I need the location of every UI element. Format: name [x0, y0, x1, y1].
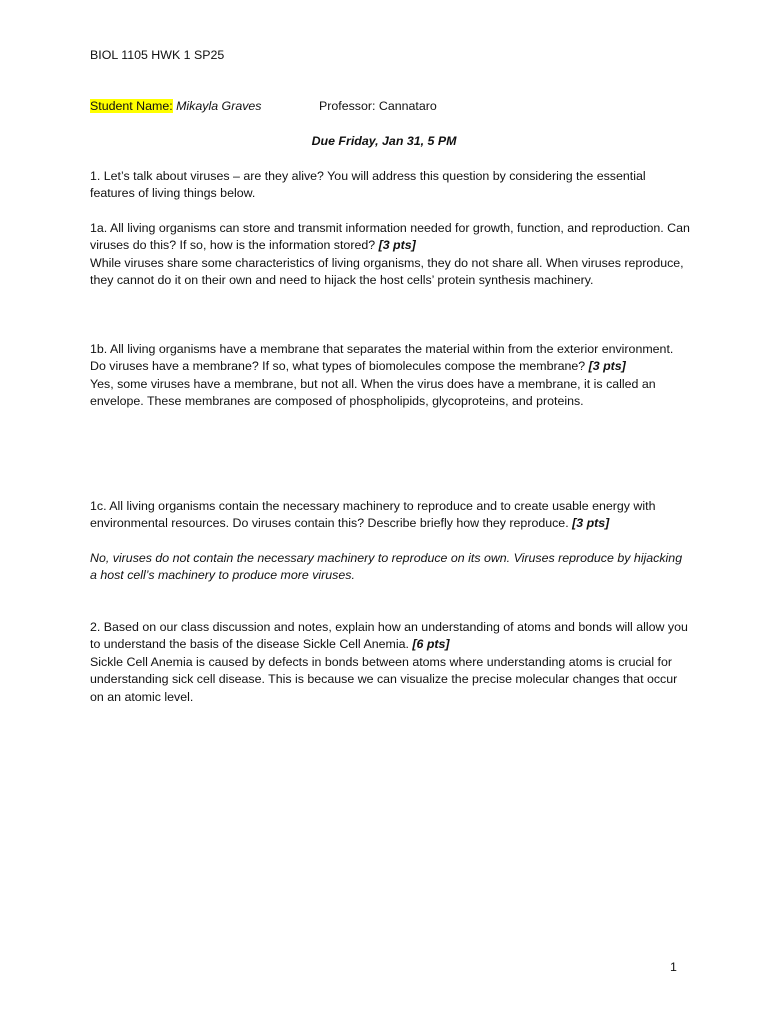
page-number: 1	[670, 960, 677, 974]
student-name-label: Student Name:	[90, 99, 173, 113]
question-1c	[90, 498, 690, 533]
question-1a	[90, 220, 690, 290]
question-1c-points: [3 pts]	[572, 516, 610, 531]
question-2-points: [6 pts]	[412, 637, 450, 652]
question-1c-answer-block	[90, 550, 690, 585]
question-1a-points: [3 pts]	[378, 238, 416, 253]
question-2-text: 2. Based on our class discussion and notes, explain how an understanding of atoms and bonds will allow you to understand the basis of the disease Sickle Cell Anemia.	[90, 620, 688, 652]
question-1a-prompt	[90, 220, 690, 255]
question-1b-text: 1b. All living organisms have a membrane that separates the material within from the exterior environment. Do viruses have a membrane? If so, what types of biomolecules compose the membrane?	[90, 342, 674, 374]
question-1b	[90, 341, 690, 411]
question-1c-prompt	[90, 498, 690, 533]
question-1c-answer: No, viruses do not contain the necessary machinery to reproduce on its own. Viruses reproduce by hijacking a host cell’s machinery to produce more viruses.	[90, 551, 683, 583]
question-1b-points: [3 pts]	[588, 359, 626, 374]
question-2	[90, 619, 690, 706]
question-2-answer: Sickle Cell Anemia is caused by defects in bonds between atoms where understanding atoms is crucial for understanding sick cell disease. This is because we can visualize the precise molecular changes that occur on an atomic level.	[90, 654, 678, 704]
question-1	[90, 168, 690, 203]
header-row	[90, 98, 437, 116]
question-2-prompt	[90, 619, 690, 654]
question-1a-answer: While viruses share some characteristics of living organisms, they do not share all. When viruses reproduce, they cannot do it on their own and need to hijack the host cells’ protein synthesis machinery.	[90, 255, 684, 288]
question-1c-text: 1c. All living organisms contain the necessary machinery to reproduce and to create usable energy with environmental resources. Do viruses contain this? Describe briefly how they reproduce.	[90, 499, 656, 531]
question-1b-prompt	[90, 341, 690, 376]
student-name: Mikayla Graves	[176, 99, 262, 113]
due-date: Due Friday, Jan 31, 5 PM	[311, 134, 457, 148]
professor-name: Professor: Cannataro	[319, 99, 437, 113]
question-1-text: 1. Let’s talk about viruses – are they alive? You will address this question by considering the essential features of living things below.	[90, 169, 646, 201]
course-code: BIOL 1105 HWK 1 SP25	[90, 48, 225, 62]
question-1b-answer: Yes, some viruses have a membrane, but not all. When the virus does have a membrane, it is called an envelope. These membranes are composed of phospholipids, glycoproteins, and proteins.	[90, 376, 656, 409]
question-1a-text: 1a. All living organisms can store and transmit information needed for growth, function, and reproduction. Can viruses do this? If so, how is the information stored?	[90, 221, 690, 253]
